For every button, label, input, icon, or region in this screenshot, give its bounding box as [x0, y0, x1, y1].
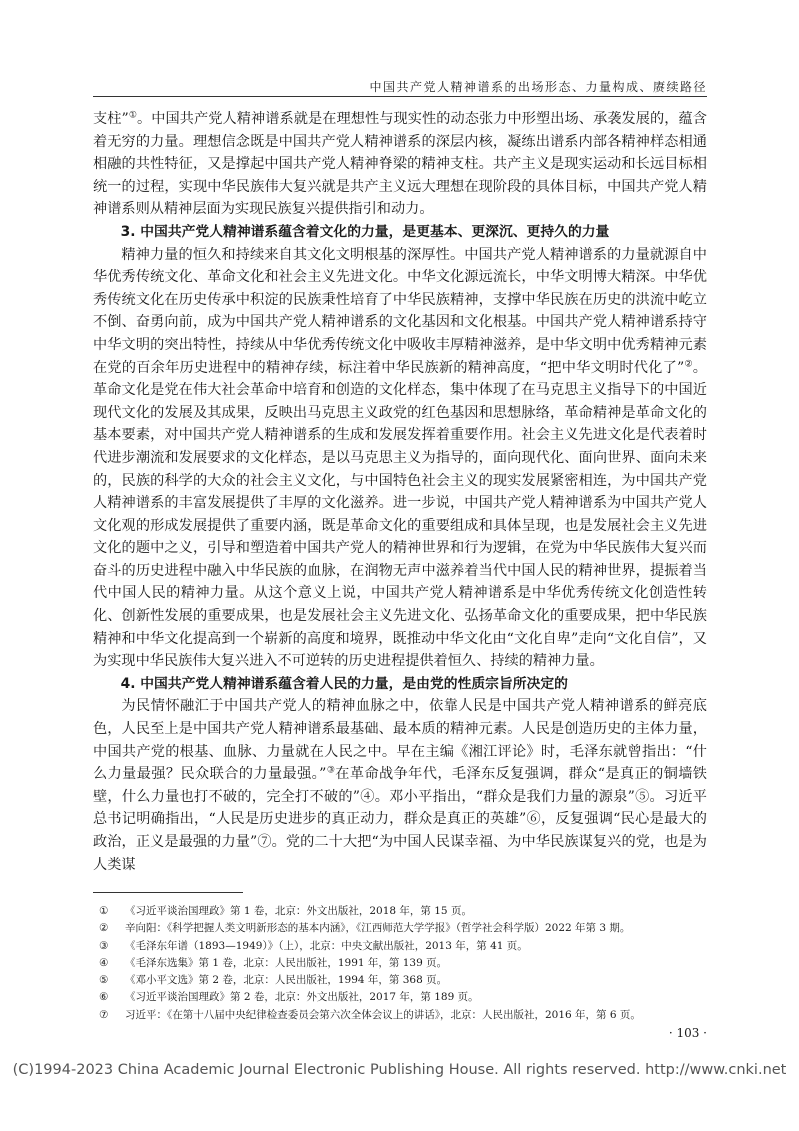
footnotes — [93, 903, 707, 1024]
section-heading: 4. 中国共产党人精神谱系蕴含着人民的力量，是由党的性质宗旨所决定的 — [120, 675, 568, 692]
footnote-ref[interactable]: ③ — [326, 765, 336, 776]
paragraph: 精神力量的恒久和持续来自其文化文明根基的深厚性。中国共产党人精神谱系的力量就源自中华优秀传统文化、革命文化和社会主义先进文化。中华文化源远流长，中华文明博大精深。中华优秀传统文化在历史传承中积淀的民族秉性培育了中华民族精神，支撑中华民族在历史的洪流中屹立不倒、奋勇向前，成为中国共产党人精神谱系的文化基因和文化根基。中国共产党人精神谱系持守中华文明的突出特性，持续从中华优秀传统文化中吸收丰厚精神滋养，是中华文明中优秀精神元素在党的百余年历史进程中的精神存续，标注着中华民族新的精神高度，“把中华文明时代化了”②。革命文化是党在伟大社会革命中培育和创造的文化样态，集中体现了在马克思主义指导下的中国近现代文化的发展及其成果，反映出马克思主义政党的红色基因和思想脉络，革命精神是革命文化的基本要素，对中国共产党人精神谱系的生成和发展发挥着重要作用。社会主义先进文化是代表着时代进步潮流和发展要求的文化样态，是以马克思主义为指导的，面向现代化、面向世界、面向未来的，民族的科学的大众的社会主义文化，与中国特色社会主义的现实发展紧密相连，为中国共产党人精神谱系的丰富发展提供了丰厚的文化滋养。进一步说，中国共产党人精神谱系为中国共产党人文化观的形成发展提供了重要内涵，既是革命文化的重要组成和具体呈现，也是发展社会主义先进文化的题中之义，引导和塑造着中国共产党人的精神世界和行为逻辑，在党为中华民族伟大复兴而奋斗的历史进程中融入中华民族的血脉，在润物无声中滋养着当代中国人民的精神世界，提振着当代中国人民的精神力量。从这个意义上说，中国共产党人精神谱系是中华优秀传统文化创造性转化、创新性发展的重要成果，也是发展社会主义先进文化、弘扬革命文化的重要成果，把中华民族精神和中华文化提高到一个崭新的高度和境界，既推动中华文化由“文化自卑”走向“文化自信”，又为实现中华民族伟大复兴进入不可逆转的历史进程提供着恒久、持续的精神力量。 — [93, 246, 707, 670]
paragraph: 支柱”①。中国共产党人精神谱系就是在理想性与现实性的动态张力中形塑出场、承袭发展的，蕴含着无穷的力量。理想信念既是中国共产党人精神谱系的深层内核，凝练出谱系内部各精神样态相通相融的共性特征，又是撑起中国共产党人精神脊梁的精神支柱。共产主义是现实运动和长远目标相统一的过程，实现中华民族伟大复兴就是共产主义远大理想在现阶段的具体目标，中国共产党人精神谱系则从精神层面为实现民族复兴提供指引和动力。 — [93, 110, 707, 218]
footnote-ref[interactable]: ② — [684, 358, 693, 369]
footnote: ⑦ 习近平：《在第十八届中央纪律检查委员会第六次全体会议上的讲话》，北京：人民出版社，2016 年，第 6 页。 — [99, 1008, 641, 1021]
section-heading: 3. 中国共产党人精神谱系蕴含着文化的力量，是更基本、更深沉、更持久的力量 — [120, 223, 610, 240]
footnote: ⑥ 《习近平谈治国理政》第 2 卷，北京：外文出版社，2017 年，第 189 页。 — [99, 991, 479, 1004]
article-body — [93, 108, 707, 876]
footnote: ② 辛向阳：《科学把握人类文明新形态的基本内涵》，《江西师范大学学报》（哲学社会科学版）2022 年第 3 期。 — [99, 922, 631, 935]
copyright-footer: (C)1994-2023 China Academic Journal Electronic Publishing House. All rights reserved. http://www.cnki.net — [12, 1062, 787, 1078]
page-number: · 103 · — [668, 1026, 707, 1040]
footnote: ④ 《毛泽东选集》第 1 卷，北京：人民出版社，1991 年，第 139 页。 — [99, 956, 448, 969]
running-header: 中国共产党人精神谱系的出场形态、力量构成、赓续路径 — [369, 80, 707, 94]
footnote: ① 《习近平谈治国理政》第 1 卷，北京：外文出版社，2018 年，第 15 页。 — [99, 905, 472, 917]
paragraph: 为民情怀融汇于中国共产党人的精神血脉之中，依靠人民是中国共产党人精神谱系的鲜亮底色，人民至上是中国共产党人精神谱系最基础、最本质的精神元素。人民是创造历史的主体力量，中国共产党的根基、血脉、力量就在人民之中。早在主编《湘江评论》时，毛泽东就曾指出：“什么力量最强？民众联合的力量最强。”③在革命战争年代，毛泽东反复强调，群众“是真正的铜墙铁壁，什么力量也打不破的，完全打不破的”④。邓小平指出，“群众是我们力量的源泉”⑤。习近平总书记明确指出，“人民是历史进步的真正动力，群众是真正的英雄”⑥，反复强调“民心是最大的政治，正义是最强的力量”⑦。党的二十大把“为中国人民谋幸福、为中华民族谋复兴的党，也是为人类谋 — [93, 698, 707, 873]
footnote-ref[interactable]: ① — [128, 110, 137, 121]
header-rule — [93, 96, 707, 97]
footnote-rule — [93, 892, 243, 893]
footnote: ③ 《毛泽东年谱（1893—1949）》（上），北京：中央文献出版社，2013 年，第 41 页。 — [99, 939, 528, 952]
footnote: ⑤ 《邓小平文选》第 2 卷，北京：人民出版社，1994 年，第 368 页。 — [99, 974, 448, 987]
